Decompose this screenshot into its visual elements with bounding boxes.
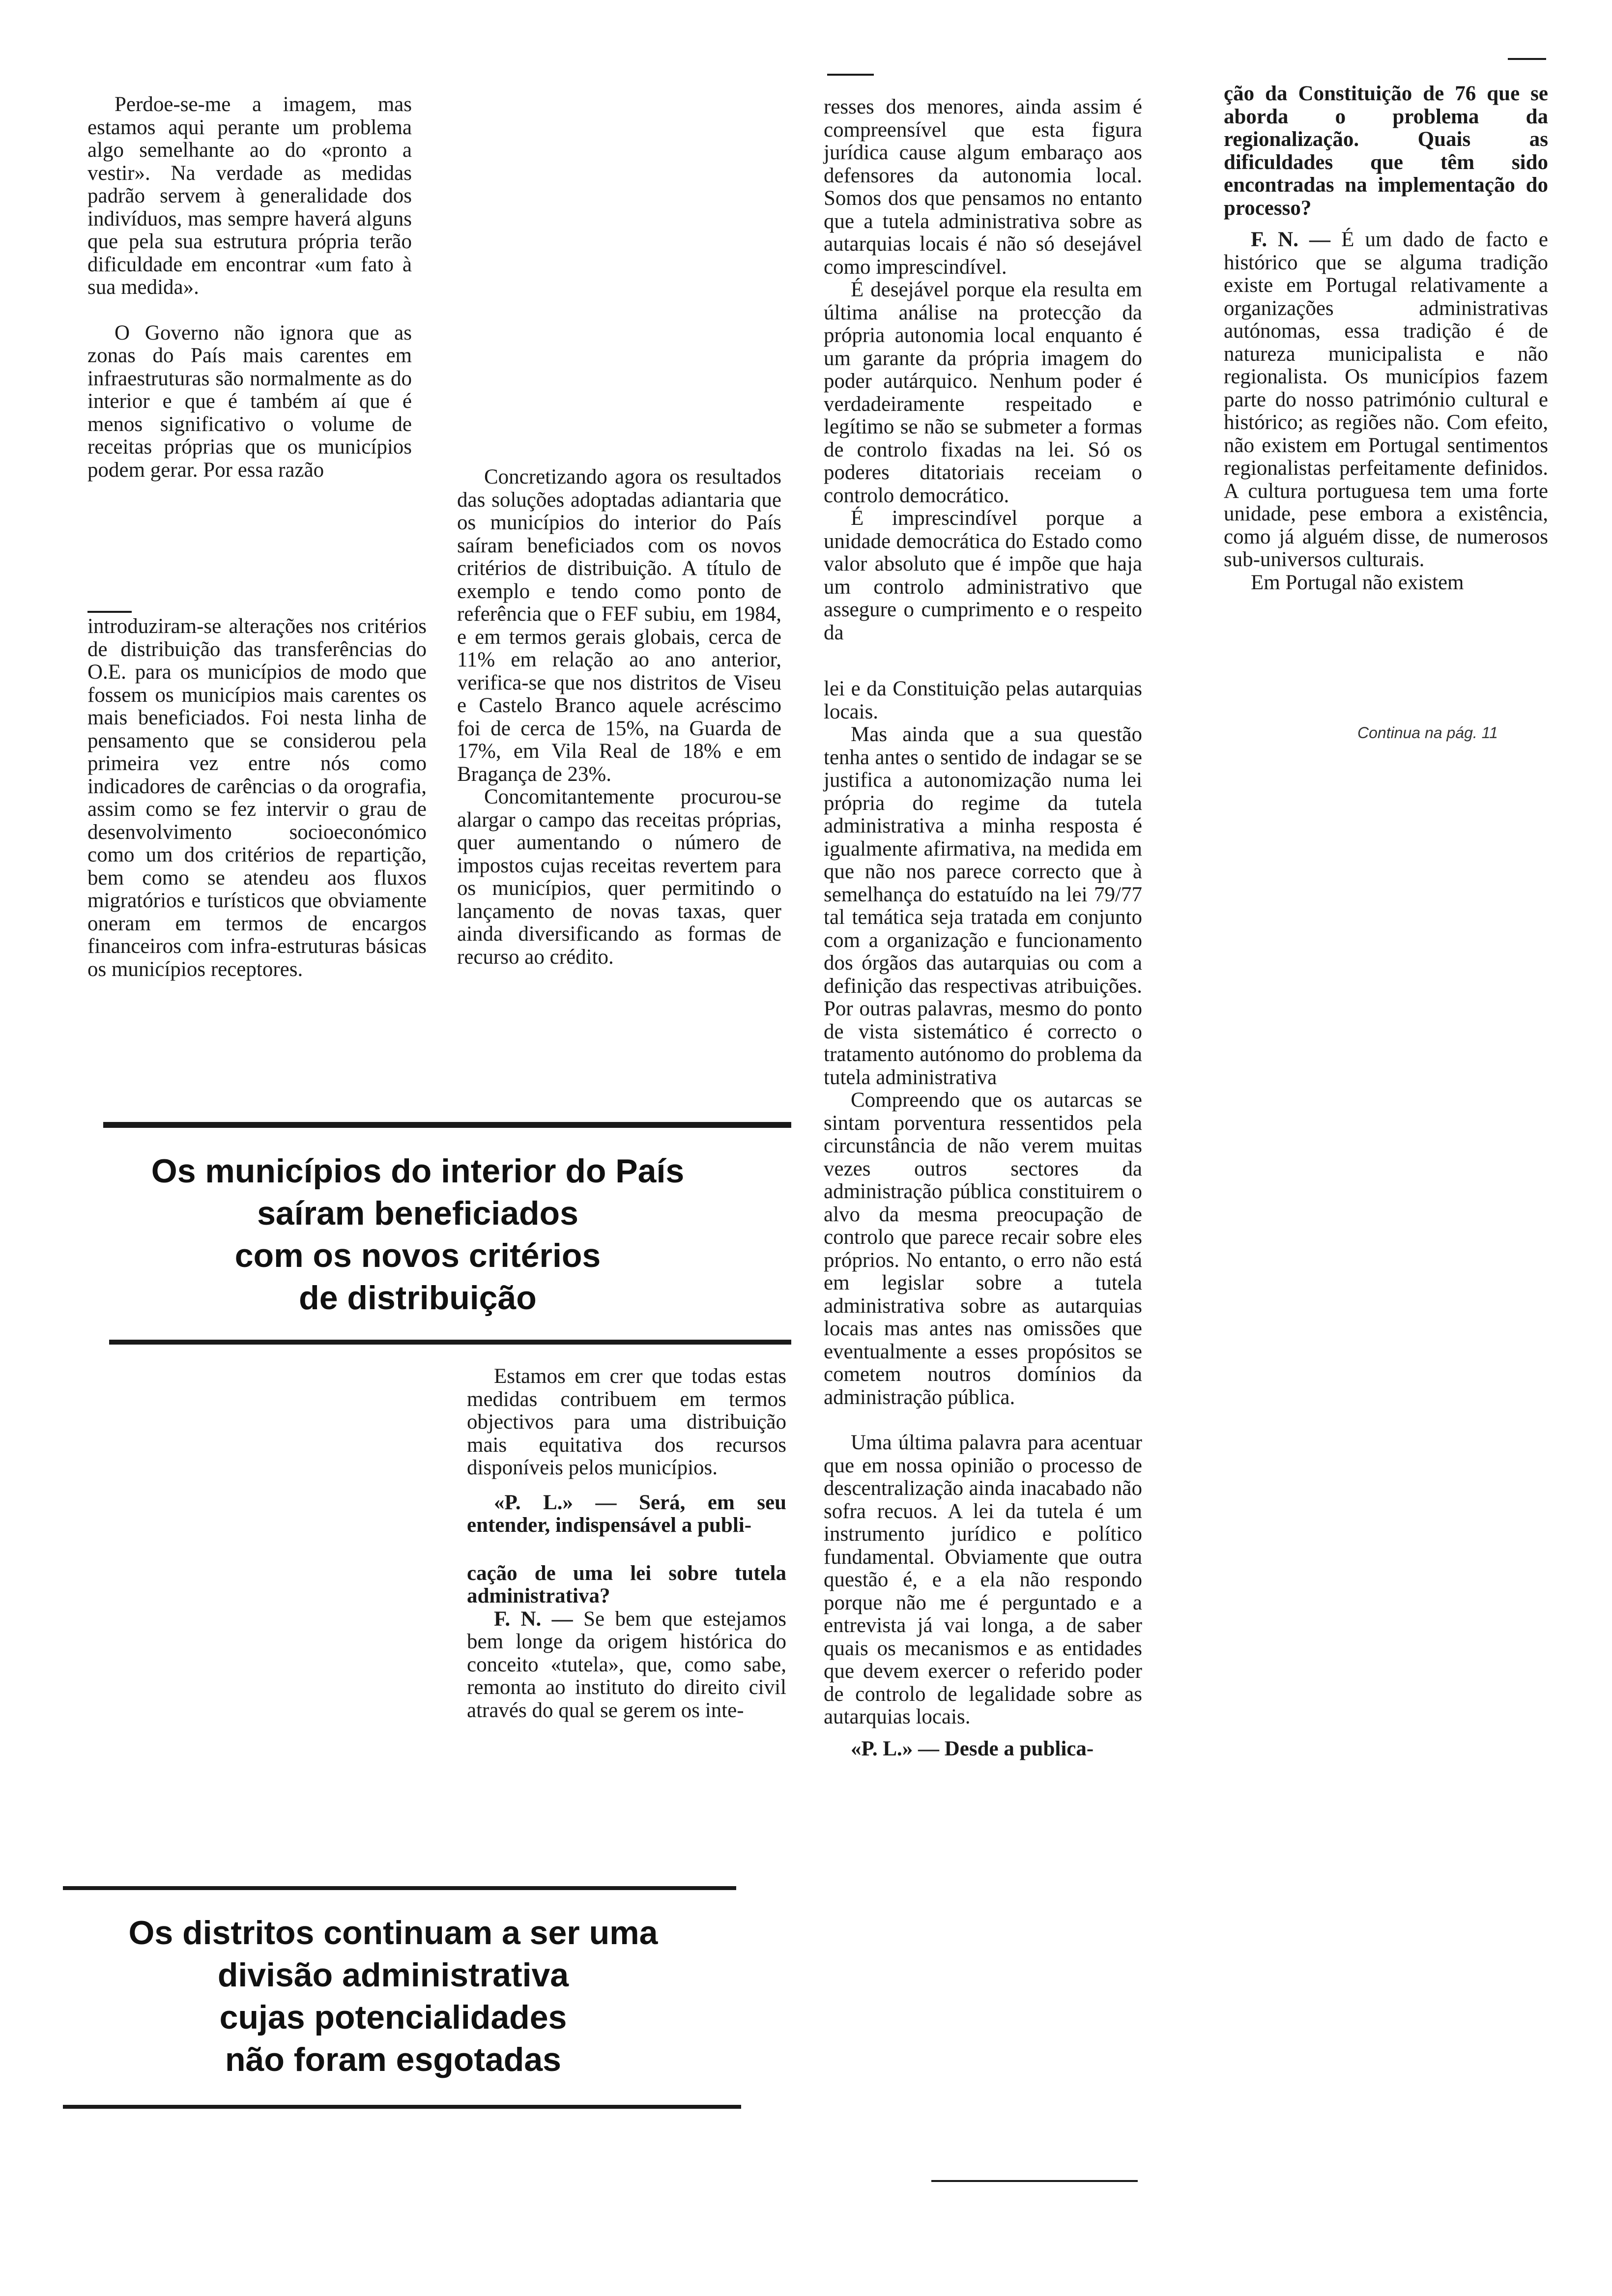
continued-on-page: Continua na pág. 11 — [1357, 724, 1498, 742]
paragraph: introduziram-se alterações nos critérios de distribuição das transferências do O.E. para os municípios de modo que fossem os municípios mais carentes os mais beneficiados. Foi nesta linha de pensamento que se considerou pela primeira vez entre nós como indicadores de carências o da orografia, assim como se fez intervir o grau de desenvolvimento socioeconómico como um dos critérios de repartição, bem como se atendeu aos fluxos migratórios e turísticos que obviamente oneram em termos de encargos financeiros com infra-estruturas básicas os municípios receptores. — [87, 615, 427, 981]
pull-quote-headline — [74, 1912, 713, 2081]
interviewee-label: F. N. — — [494, 1607, 573, 1631]
answer — [1224, 229, 1548, 572]
interviewee-label: F. N. — — [1251, 228, 1331, 251]
question — [824, 1738, 1142, 1761]
question-text: Desde a publica- — [944, 1737, 1094, 1760]
paragraph: Estamos em crer que todas estas medidas contribuem em termos objectivos para uma distribuição mais equitativa dos recursos disponíveis pelos municípios. — [467, 1365, 786, 1479]
paragraph: Concretizando agora os resultados das soluções adoptadas adiantaria que os municípios do interior do País saíram beneficiados com os novos critérios de distribuição. A título de exemplo e tendo como ponto de referência que o FEF subiu, em 1984, e em termos gerais globais, cerca de 11% em relação ao ano anterior, verifica-se que nos distritos de Viseu e Castelo Branco aquele acréscimo foi de cerca de 15%, na Guarda de 17%, em Vila Real de 18% e em Bragança de 23%. — [457, 465, 781, 786]
headline-top-rule — [103, 1122, 791, 1128]
answer — [467, 1608, 786, 1722]
question-text: Será, em seu entender, indispensável a publi- — [467, 1491, 786, 1537]
column-4 — [1224, 83, 1548, 594]
paragraph: Perdoe-se-me a imagem, mas estamos aqui perante um problema algo semelhante ao do «pronto a vestir». Na verdade as medidas padrão servem à generalidade dos indivíduos, mas sempre haverá alguns que pela sua estrutura própria terão dificuldade em encontrar «um fato à sua medida». — [87, 93, 412, 299]
column-1 — [87, 93, 412, 482]
column-top-rule — [1508, 58, 1546, 60]
paragraph: resses dos menores, ainda assim é compreensível que esta figura jurídica cause algum embaraço aos defensores da autonomia local. Somos dos que pensamos no entanto que a tutela administrativa sobre as autarquias locais é não só desejável como imprescindível. — [824, 95, 1142, 279]
column-top-rule — [827, 74, 874, 76]
headline-line: não foram esgotadas — [225, 2041, 561, 2078]
paragraph: lei e da Constituição pelas autarquias locais. — [824, 677, 1142, 723]
column-1-continued — [87, 615, 427, 981]
paragraph: Mas ainda que a sua questão tenha antes o sentido de indagar se se justifica a autonomização numa lei própria do regime da tutela administrativa a minha resposta é igualmente afirmativa, na medida em que não nos parece correcto que à semelhança do estatuído na lei 79/77 tal temática seja tratada em conjunto com a organização e funcionamento dos órgãos das autarquias ou com a definição das respectivas atribuições. Por outras palavras, mesmo do ponto de vista sistemático é correcto o tratamento autónomo do problema da tutela administrativa — [824, 723, 1142, 1089]
headline-line: Os distritos continuam a ser uma — [128, 1914, 658, 1952]
paragraph: Uma última palavra para acentuar que em nossa opinião o processo de descentralização ainda inacabado não sofra recuos. A lei da tutela é um instrumento jurídico e político fundamental. Obviamente que outra questão é, e a ela não respondo porque não me é perguntado e a entrevista já vai longa, a de saber quais os mecanismos e as entidades que devem exercer o referido poder de controlo de legalidade sobre as autarquias locais. — [824, 1431, 1142, 1728]
question-continued — [1224, 83, 1548, 220]
paragraph: Em Portugal não existem — [1251, 571, 1464, 594]
question-text: ção da Constituição de 76 que se aborda o problema da regionalização. Quais as dificuldades que têm sido encontradas na implementação do processo? — [1224, 82, 1548, 220]
paragraph: É imprescindível porque a unidade democrática do Estado como valor absoluto que é impõe que haja um controlo administrativo que assegure o cumprimento e o respeito da — [824, 507, 1142, 644]
interviewer-label: «P. L.» — — [851, 1737, 939, 1760]
headline-bottom-rule — [63, 2105, 741, 2109]
headline-line: com os novos critérios — [234, 1237, 601, 1274]
column-2 — [457, 466, 781, 969]
paragraph: Compreendo que os autarcas se sintam porventura ressentidos pela circunstância de não verem muitas vezes outros sectores da administração pública constituirem o alvo da mesma preocupação de controlo que parece recair sobre eles próprios. No entanto, o erro não está em legislar sobre a tutela administrativa sobre as autarquias locais mas antes nas omissões que eventualmente a esses propósitos se cometem noutros domínios da administração pública. — [824, 1089, 1142, 1409]
headline-line: divisão administrativa — [217, 1956, 569, 1994]
answer-text: Se bem que estejamos bem longe da origem histórica do conceito «tutela», que, como sabe, remonta ao instituto do direito civil através do qual se gerem os inte- — [467, 1607, 786, 1722]
paragraph: É desejável porque ela resulta em última análise na protecção da própria autonomia local enquanto é um garante da própria imagem do poder autárquico. Nenhum poder é verdadeiramente respeitado e legítimo se não se submeter a formas de controlo fixadas na lei. Só os poderes ditatoriais receiam o controlo democrático. — [824, 278, 1142, 507]
paragraph: O Governo não ignora que as zonas do País mais carentes em infraestruturas são normalmente as do interior e que é também aí que é menos significativo o volume de receitas próprias que os municípios podem gerar. Por essa razão — [87, 321, 412, 482]
column-3 — [824, 96, 1142, 1760]
column-bottom-rule — [931, 2180, 1138, 2182]
headline-top-rule — [63, 1886, 736, 1890]
headline-line: de distribuição — [299, 1279, 537, 1317]
question-text: cação de uma lei sobre tutela administrativa? — [467, 1561, 786, 1607]
question — [467, 1492, 786, 1537]
headline-line: saíram beneficiados — [257, 1195, 578, 1232]
headline-bottom-rule — [109, 1340, 791, 1345]
column-2-lower — [467, 1365, 786, 1722]
headline-line: cujas potencialidades — [219, 1999, 567, 2036]
paragraph: Concomitantemente procurou-se alargar o campo das receitas próprias, quer aumentando o número de impostos cujas receitas revertem para os municípios, quer permitindo o lançamento de novas taxas, quer ainda diversificando as formas de recurso ao crédito. — [457, 785, 781, 969]
question-continued — [467, 1562, 786, 1608]
answer-text: É um dado de facto e histórico que se alguma tradição existe em Portugal relativamente a organizações administrativas autónomas, essa tradição é de natureza municipalista e não regionalista. Os municípios fazem parte do nosso património cultural e histórico; as regiões não. Com efeito, não existem em Portugal sentimentos regionalistas perfeitamente definidos. A cultura portuguesa tem uma forte unidade, pese embora a existência, como já alguém disse, de numerosos sub-universos culturais. — [1224, 228, 1549, 571]
headline-line: Os municípios do interior do País — [151, 1152, 685, 1190]
interviewer-label: «P. L.» — — [494, 1491, 617, 1514]
column-divider-rule — [87, 611, 132, 613]
pull-quote-headline — [88, 1150, 747, 1319]
